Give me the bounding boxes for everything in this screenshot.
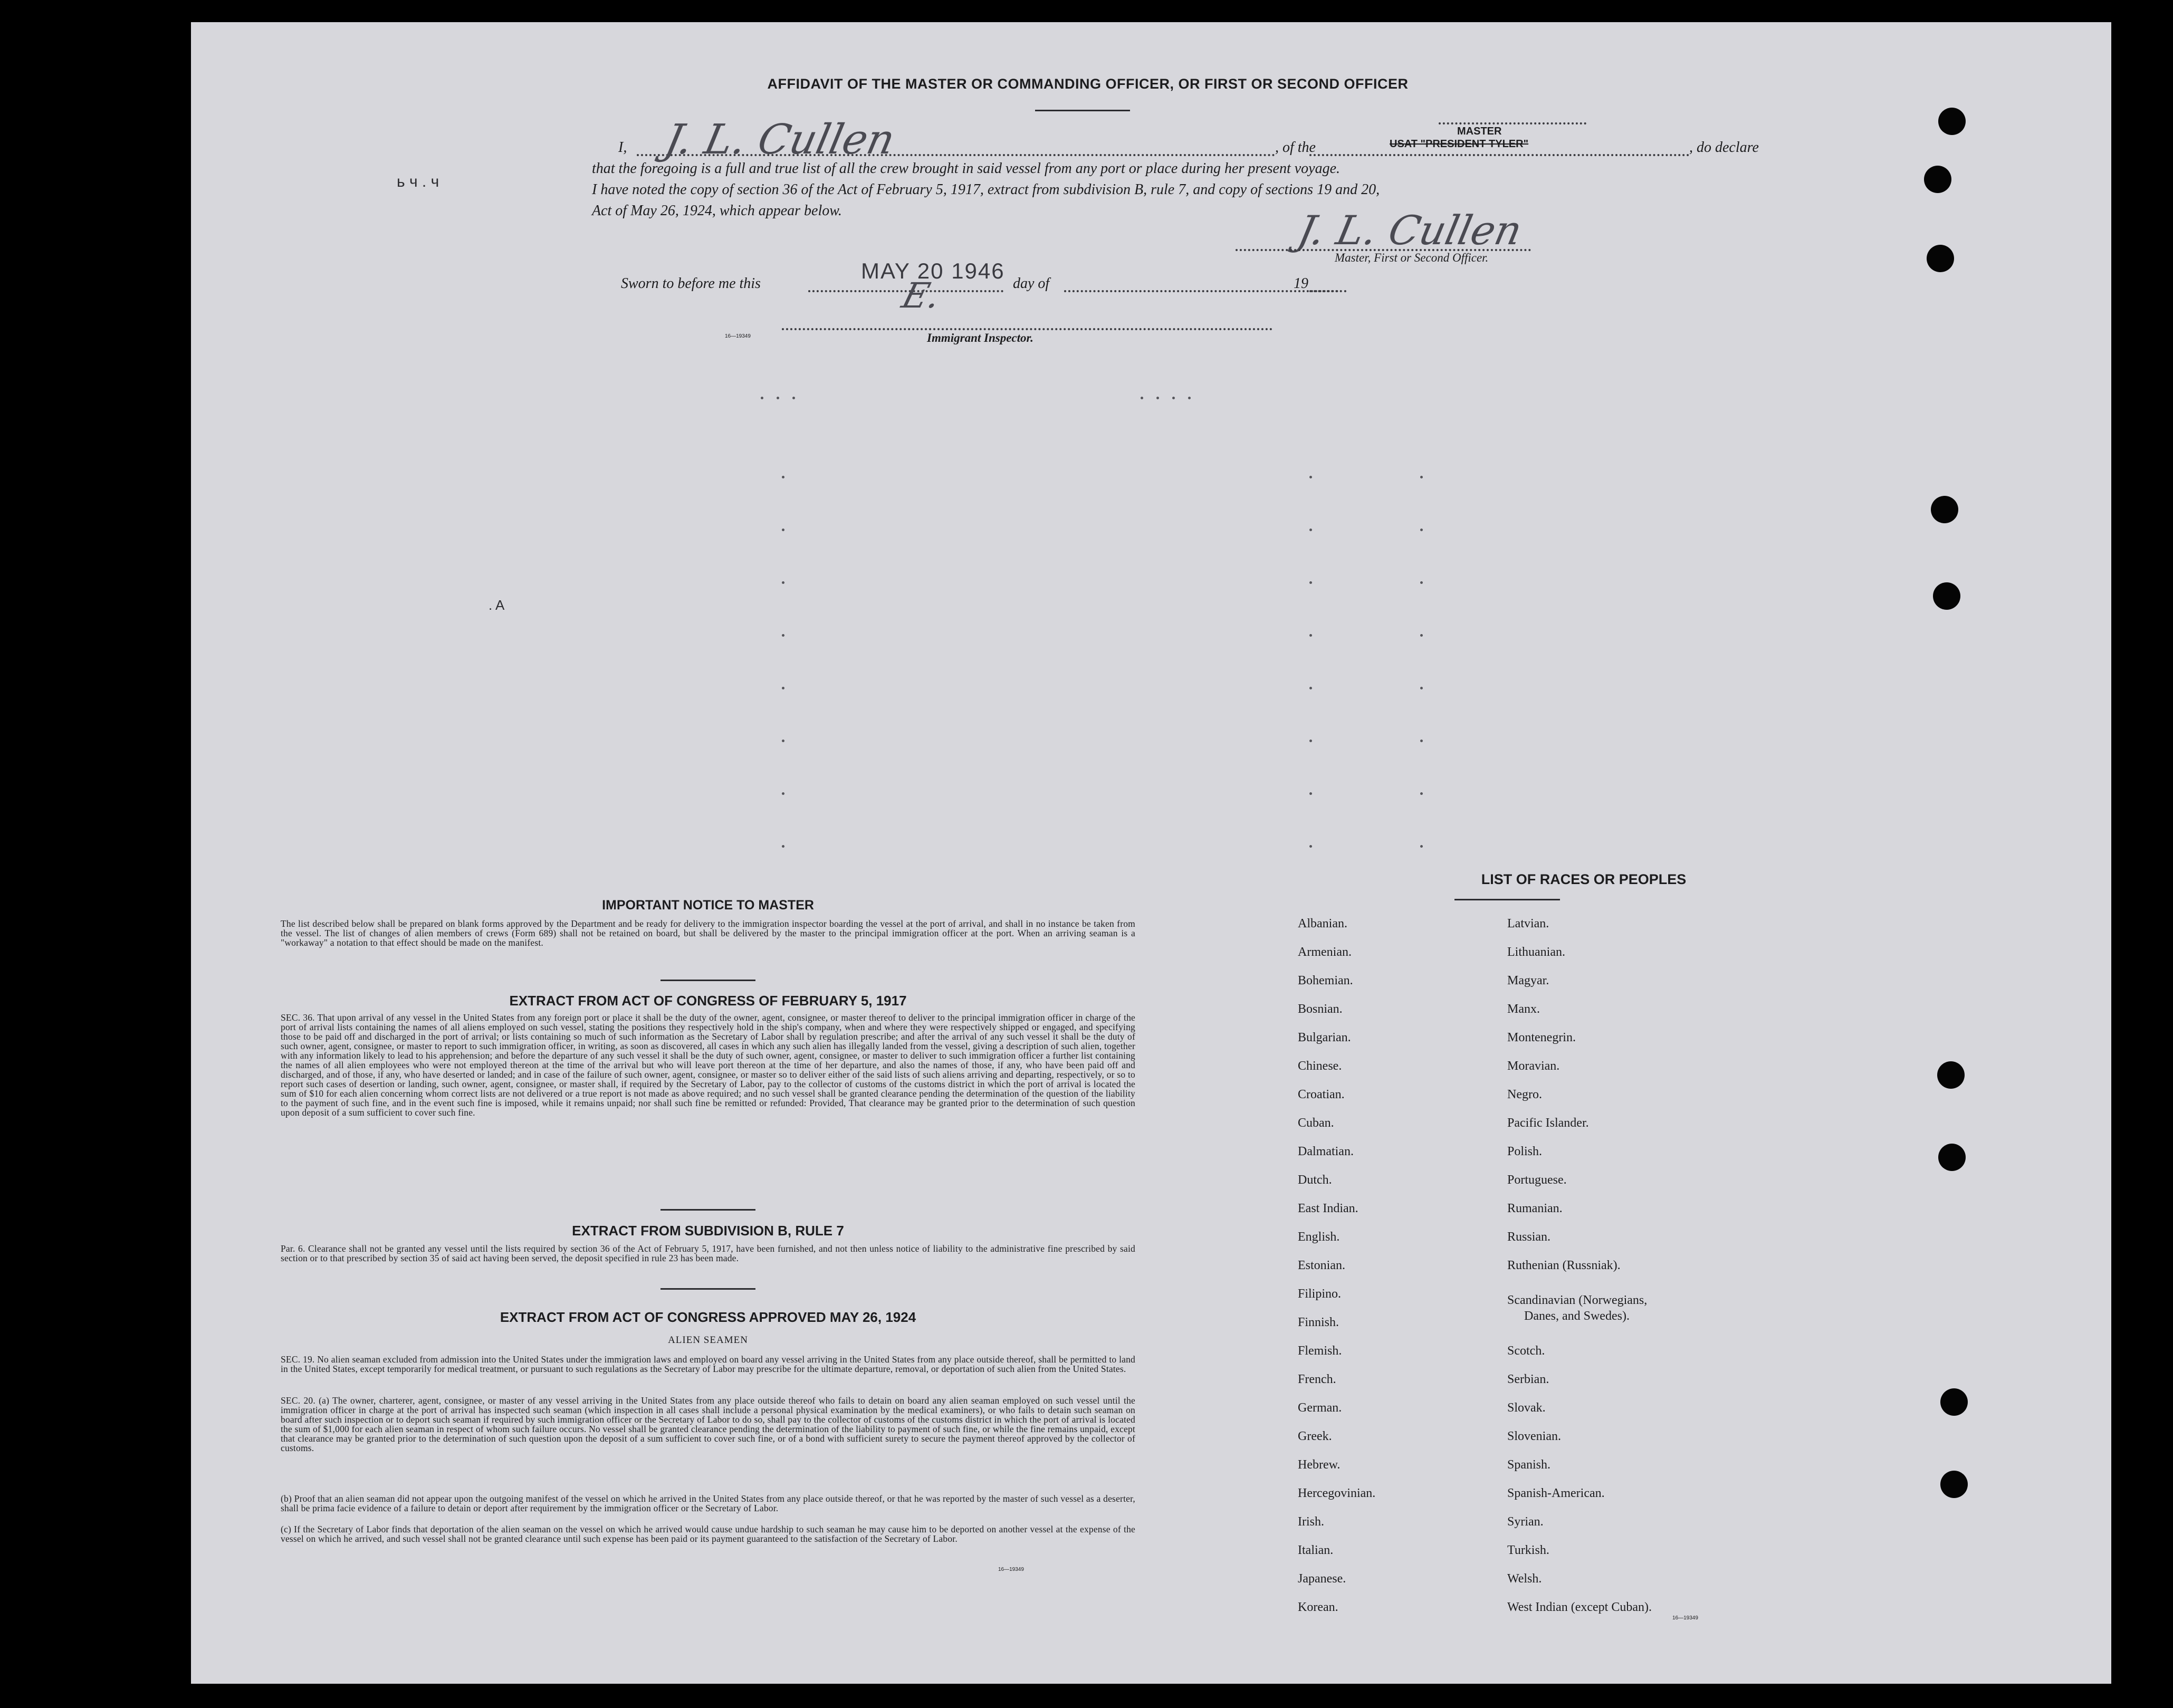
race-left: Japanese. — [1298, 1572, 1346, 1586]
day-of-label: day of — [1013, 275, 1050, 292]
races-title: LIST OF RACES OR PEOPLES — [1481, 871, 1687, 887]
margin-mark-small: . A — [489, 597, 505, 613]
race-left: Dutch. — [1298, 1173, 1332, 1187]
race-right: Polish. — [1507, 1145, 1543, 1158]
race-left: East Indian. — [1298, 1202, 1358, 1215]
vessel-name-line — [1309, 154, 1689, 156]
inspector-line — [782, 328, 1272, 330]
vessel-overline — [1439, 122, 1586, 124]
notice-text: The list described below shall be prepared on blank forms approved by the Department and be ready for delivery to the immigration inspector boarding the vessel at the port of arrival, and shall in no instance be taken from the vessel. The list of changes of alien members of crews (Form 689) shall not be retained on board, but shall be delivered by the master to the principal immigration officer at the port. When an arriving seaman is a "workaway" a notation to that effect should be made on the manifest. — [281, 918, 1135, 948]
race-right: Magyar. — [1507, 974, 1549, 987]
race-left: Albanian. — [1298, 917, 1347, 930]
affidavit-body-line3: Act of May 26, 1924, which appear below. — [592, 203, 842, 219]
rule7-divider — [660, 1288, 755, 1290]
race-left: French. — [1298, 1373, 1336, 1386]
inspector-caption: Immigrant Inspector. — [927, 331, 1033, 344]
race-right: Scandinavian (Norwegians, — [1507, 1293, 1648, 1307]
form-number-right: 16—19349 — [1672, 1615, 1698, 1621]
race-right: Danes, and Swedes). — [1524, 1309, 1630, 1323]
sec20a-text: SEC. 20. (a) The owner, charterer, agent, consignee, or master of any vessel arriving in the United States from any place outside thereof who fails to detain on board any alien seaman employed on such vessel until the immigration officer in charge at the port of arrival has inspected such seaman (which inspection in all cases shall include a personal physical examination by the medical examiners), or who fails to detain such seaman on board after such inspection or to deport such seaman if required by such immigration officer or the Secretary of Labor to do so, shall pay to the collector of customs of the customs district in which the port of arrival is located the sum of $1,000 for each alien seaman in respect of whom such failure occurs. No vessel shall be granted clearance pending the determination of the liability to payment of such fine, or while the fine remains unpaid, except that clearance may be granted prior to the determination of such question upon the deposit of a sum sufficient to cover such fine, or of a bond with sufficient surety to secure the payment thereof approved by the collector of customs. — [281, 1395, 1135, 1453]
extract-1924-subtitle: ALIEN SEAMEN — [668, 1335, 748, 1346]
title-divider — [1035, 110, 1130, 111]
race-right: Montenegrin. — [1507, 1031, 1576, 1044]
race-right: Lithuanian. — [1507, 945, 1565, 959]
race-right: Negro. — [1507, 1088, 1542, 1101]
races-divider — [1454, 899, 1560, 900]
rule7-text: Par. 6. Clearance shall not be granted any vessel until the lists required by section 36 of the Act of February 5, 1917, have been furnished, and not then unless notice of liability to the administrative fine prescribed by said section or to that prescribed by section 35 of said act having been served, the deposit specified in rule 23 has been made. — [281, 1243, 1135, 1263]
race-left: Italian. — [1298, 1543, 1334, 1557]
form-number-left: 16—19349 — [998, 1567, 1024, 1572]
inspector-initials: E. — [897, 275, 945, 316]
race-left: English. — [1298, 1230, 1340, 1244]
race-left: Estonian. — [1298, 1259, 1345, 1272]
sec20c-text: (c) If the Secretary of Labor finds that deportation of the alien seaman on the vessel on which he arrived would cause undue hardship to such seaman he may cause him to be deported on another vessel at the expense of the vessel on which he arrived, and such vessel shall not be granted clearance until such expense has been paid or its payment guaranteed to the satisfaction of the Secretary of Labor. — [281, 1524, 1135, 1544]
punch-hole — [1938, 108, 1966, 135]
race-left: Filipino. — [1298, 1287, 1342, 1301]
race-right: Spanish. — [1507, 1458, 1551, 1472]
extract-1924-title: EXTRACT FROM ACT OF CONGRESS APPROVED MAY 26, 1924 — [500, 1309, 916, 1325]
race-right: Latvian. — [1507, 917, 1549, 930]
sec19-text: SEC. 19. No alien seaman excluded from admission into the United States under the immigration laws and employed on board any vessel arriving in the United States from any place outside thereof, shall be permitted to land in the United States, except temporarily for medical treatment, or pursuant to such regulations as the Secretary of Labor may prescribe for the ultimate departure, removal, or deportation of such alien from the United States. — [281, 1354, 1135, 1374]
race-right: Serbian. — [1507, 1373, 1549, 1386]
race-left: Croatian. — [1298, 1088, 1345, 1101]
sec20b-text: (b) Proof that an alien seaman did not appear upon the outgoing manifest of the vessel on which he arrived in the United States from any place outside thereof, or that he was reported by the master of such vessel as a deserter, shall be prima facie evidence of a failure to detain or deport after requirement by the immigration officer or the Secretary of Labor. — [281, 1493, 1135, 1513]
race-right: Pacific Islander. — [1507, 1116, 1589, 1130]
race-left: Dalmatian. — [1298, 1145, 1354, 1158]
vessel-name-struck: USAT "PRESIDENT TYLER" — [1390, 138, 1529, 150]
punch-hole — [1938, 1144, 1966, 1171]
extract-1917-divider — [660, 1209, 755, 1211]
do-declare-label: , do declare — [1689, 139, 1759, 156]
race-right: Portuguese. — [1507, 1173, 1567, 1187]
race-right: Syrian. — [1507, 1515, 1544, 1529]
punch-hole — [1937, 1061, 1965, 1089]
race-left: Flemish. — [1298, 1344, 1342, 1358]
race-left: Chinese. — [1298, 1059, 1342, 1073]
extract-1917-title: EXTRACT FROM ACT OF CONGRESS OF FEBRUARY 5, 1917 — [509, 993, 907, 1009]
document-page — [191, 22, 2111, 1684]
race-left: Bosnian. — [1298, 1002, 1343, 1016]
race-left: Armenian. — [1298, 945, 1352, 959]
notice-divider — [660, 980, 755, 981]
race-left: Cuban. — [1298, 1116, 1334, 1130]
officer-caption: Master, First or Second Officer. — [1335, 251, 1489, 264]
race-left: Greek. — [1298, 1429, 1332, 1443]
form-number-top: 16—19349 — [725, 333, 751, 339]
extract-1917-text: SEC. 36. That upon arrival of any vessel in the United States from any foreign port or place it shall be the duty of the owner, agent, consignee, or master thereof to deliver to the principal immigration officer in charge of the port of arrival lists containing the names of all aliens employed on such vessel, stating the positions they respectively hold in the ship's company, when and where they were respectively shipped or engaged, and specifying those to be paid off and discharged in the port of arrival; or lists containing so much of such information as the Secretary of Labor shall by regulation prescribe; and after the arrival of any such vessel it shall be the duty of such owner, agent, consignee, or master to report to such immigration officer, in writing, as soon as discovered, all cases in which any such alien has illegally landed from the vessel, giving a description of such alien, together with any information likely to lead to his apprehension; and before the departure of any such vessel it shall be the duty of such owner, agent, consignee, or master to deliver to such immigration officer a further list containing the names of all alien employees who were not employed thereon at the time of the arrival but who will leave port thereon at the time of her departure, and also the names of those, if any, who have been paid off and discharged, and of those, if any, who have deserted or landed; and in case of the failure of such owner, agent, consignee, or master so to deliver either of the said lists of such aliens arriving and departing, respectively, or so to report such cases of desertion or landing, such owner, agent, consignee, or master shall, if required by the Secretary of Labor, pay to the collector of customs of the customs district in which the port of arrival is located the sum of $10 for each alien concerning whom correct lists are not delivered or a true report is not made as above required; and no such vessel shall be granted clearance pending the determination of the question of the liability to the payment of such fine, and in the event such fine is imposed, while it remains unpaid; nor shall such fine be remitted or refunded: Provided, That clearance may be granted prior to the determination of such question upon deposit of a sum sufficient to cover such fine. — [281, 1012, 1135, 1118]
race-right: Ruthenian (Russniak). — [1507, 1259, 1621, 1272]
race-right: Russian. — [1507, 1230, 1551, 1244]
race-left: Hebrew. — [1298, 1458, 1341, 1472]
punch-hole — [1940, 1471, 1968, 1498]
race-right: West Indian (except Cuban). — [1507, 1600, 1652, 1614]
race-left: Korean. — [1298, 1600, 1338, 1614]
race-right: Moravian. — [1507, 1059, 1560, 1073]
race-right: Slovenian. — [1507, 1429, 1561, 1443]
race-right: Spanish-American. — [1507, 1486, 1605, 1500]
punch-hole — [1933, 582, 1960, 610]
race-right: Slovak. — [1507, 1401, 1546, 1415]
received-date-stamp: MAY 20 1946 — [861, 258, 1005, 283]
punch-hole — [1940, 1388, 1968, 1416]
affidavit-body-line2: I have noted the copy of section 36 of the Act of February 5, 1917, extract from subdivision B, rule 7, and copy of sections 19 and 20, — [592, 181, 1380, 198]
rule7-title: EXTRACT FROM SUBDIVISION B, RULE 7 — [572, 1223, 844, 1239]
margin-mark: ь ч . ч — [397, 173, 439, 190]
punch-hole — [1927, 245, 1954, 272]
affidavit-body-line1: that the foregoing is a full and true list of all the crew brought in said vessel from any port or place during her present voyage. — [592, 160, 1341, 177]
affidavit-title: AFFIDAVIT OF THE MASTER OR COMMANDING OFFICER, OR FIRST OR SECOND OFFICER — [767, 76, 1409, 92]
officer-signature: J. L. Cullen — [1294, 207, 1526, 254]
race-left: Bohemian. — [1298, 974, 1353, 987]
race-left: Finnish. — [1298, 1316, 1339, 1329]
race-right: Manx. — [1507, 1002, 1540, 1016]
race-right: Turkish. — [1507, 1543, 1549, 1557]
race-left: Irish. — [1298, 1515, 1324, 1529]
race-left: German. — [1298, 1401, 1342, 1415]
declarant-signature: J. L. Cullen — [660, 116, 899, 164]
punch-hole — [1924, 166, 1951, 193]
faint-column-guides — [191, 370, 2111, 877]
of-the-label: , of the — [1275, 139, 1316, 156]
year-prefix: 19 — [1294, 275, 1308, 292]
race-left: Bulgarian. — [1298, 1031, 1351, 1044]
year-line — [1309, 290, 1346, 292]
punch-hole — [1931, 496, 1958, 523]
race-right: Welsh. — [1507, 1572, 1542, 1586]
notice-title: IMPORTANT NOTICE TO MASTER — [602, 898, 814, 913]
sworn-label: Sworn to before me this — [621, 275, 761, 292]
declarant-label: I, — [618, 139, 627, 156]
race-left: Hercegovinian. — [1298, 1486, 1376, 1500]
race-right: Scotch. — [1507, 1344, 1545, 1358]
race-right: Rumanian. — [1507, 1202, 1563, 1215]
vessel-name-added: MASTER — [1457, 126, 1502, 137]
